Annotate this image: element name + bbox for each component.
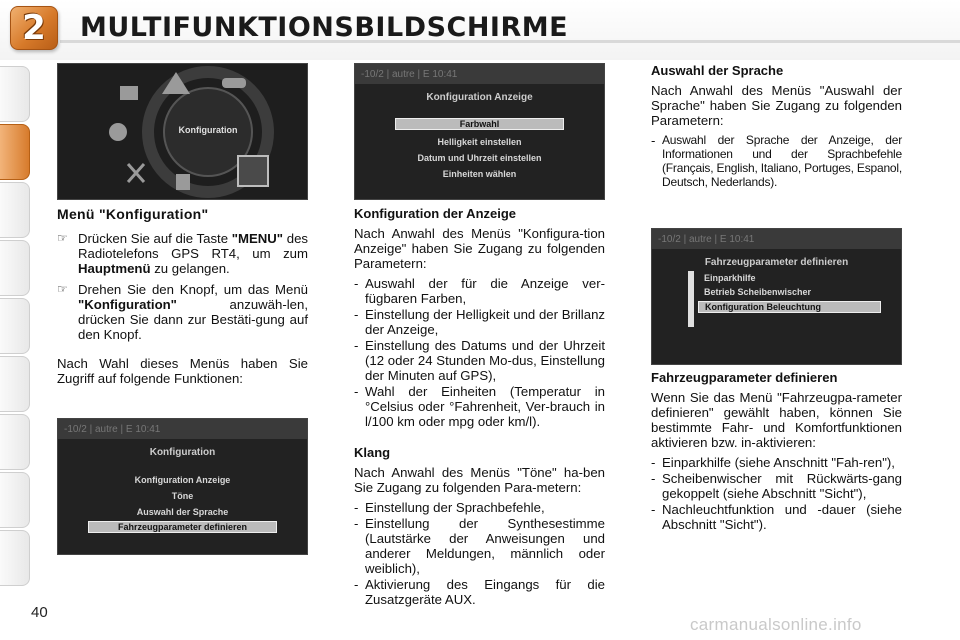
chapter-tab[interactable] [0, 414, 30, 470]
menu-item-selected[interactable]: Konfiguration Beleuchtung [698, 301, 881, 313]
watermark: carmanualsonline.info [690, 615, 862, 634]
phone-icon [176, 174, 190, 190]
chapter-tabs [0, 66, 32, 576]
section-heading: Fahrzeugparameter definieren [651, 370, 838, 385]
list-item: - Einparkhilfe (siehe Anschnitt "Fah-ren"), [651, 455, 895, 470]
section-heading: Auswahl der Sprache [651, 63, 784, 78]
menu-item[interactable]: Datum und Uhrzeit einstellen [417, 153, 542, 163]
column-3-top [651, 63, 902, 190]
radio-icon [120, 86, 138, 100]
chapter-tab[interactable] [0, 298, 30, 354]
vehicle-params-screenshot [651, 228, 902, 365]
list-item: - Auswahl der Sprache der Anzeige, der Informationen und der Sprachbefehle (Français, English, Italiano, Portuges, Espanol, Deutsch, Nederlands). [651, 133, 902, 189]
column-2 [354, 206, 605, 608]
list-item: - Einstellung des Datums und der Uhrzeit (12 oder 24 Stunden Mo-dus, Einstellung der Minuten auf GPS), [354, 338, 605, 383]
status-bar: -10/2 | autre | E 10:41 [355, 64, 604, 84]
page-title: MULTIFUNKTIONSBILDSCHIRME [80, 12, 569, 43]
config-display-screenshot [354, 63, 605, 200]
instruction-bullet [57, 231, 308, 276]
menu-item[interactable]: Betrieb Scheibenwischer [704, 287, 812, 297]
menu-item[interactable]: Einheiten wählen [442, 169, 517, 179]
scroll-indicator [688, 271, 694, 327]
screen-title: Konfiguration [149, 447, 216, 458]
column-3-bottom [651, 370, 902, 533]
chapter-tab[interactable] [0, 182, 30, 238]
menu-item-selected[interactable]: Fahrzeugparameter definieren [88, 521, 277, 533]
chapter-number: 2 [22, 8, 46, 48]
pointing-hand-icon: ☞ [57, 282, 68, 296]
chapter-tab[interactable] [0, 66, 30, 122]
screen-title: Fahrzeugparameter definieren [704, 257, 849, 268]
bullet-text: Drücken Sie auf die Taste "MENU" des Radiotelefons GPS RT4, um zum Hauptmenü zu gelangen. [78, 231, 308, 276]
paragraph: Nach Anwahl des Menüs "Töne" ha-ben Sie Zugang zu folgenden Para-metern: [354, 465, 605, 495]
instruction-bullet [57, 282, 308, 342]
section-heading: Menü "Konfiguration" [57, 206, 209, 222]
list-item: - Einstellung der Synthesestimme (Lautstärke der Anweisungen und anderer Meldungen, männlich oder weiblich), [354, 516, 605, 576]
menu-item[interactable]: Konfiguration Anzeige [134, 475, 231, 485]
config-icon-selected [238, 156, 268, 186]
paragraph: Nach Anwahl des Menüs "Konfigura-tion Anzeige" haben Sie Zugang zu folgenden Parametern: [354, 226, 605, 271]
pointing-hand-icon: ☞ [57, 231, 68, 245]
list-item: - Scheibenwischer mit Rückwärts-gang gekoppelt (siehe Abschnitt "Sicht"), [651, 471, 902, 501]
menu-item[interactable]: Einparkhilfe [704, 273, 756, 283]
menu-item[interactable]: Töne [171, 491, 194, 501]
chapter-tab-active[interactable] [0, 124, 30, 180]
menu-item[interactable]: Helligkeit einstellen [437, 137, 522, 147]
chapter-tab[interactable] [0, 356, 30, 412]
section-heading: Klang [354, 445, 391, 460]
list-item: - Einstellung der Sprachbefehle, [354, 500, 545, 515]
main-menu-screenshot [57, 63, 308, 200]
chapter-tab[interactable] [0, 240, 30, 296]
page-number: 40 [31, 604, 48, 621]
bullet-text: Drehen Sie den Knopf, um das Menü "Konfiguration" anzuwäh-len, drücken Sie dann zur Bestäti-gung auf den Knopf. [78, 282, 308, 342]
chapter-badge [10, 6, 58, 50]
chapter-tab[interactable] [0, 472, 30, 528]
paragraph: Nach Wahl dieses Menüs haben Sie Zugriff auf folgende Funktionen: [57, 356, 308, 386]
section-heading: Konfiguration der Anzeige [354, 206, 517, 221]
config-main-screenshot [57, 418, 308, 555]
list-item: - Wahl der Einheiten (Temperatur in °Celsius oder °Fahrenheit, Ver-brauch in l/100 km oder mpg oder km/l). [354, 384, 605, 429]
car-icon [222, 78, 246, 88]
wheel-center-label: Konfiguration [178, 125, 238, 135]
paragraph: Nach Anwahl des Menüs "Auswahl der Sprache" haben Sie Zugang zu folgenden Parametern: [651, 83, 902, 128]
menu-item[interactable]: Auswahl der Sprache [136, 507, 229, 517]
column-1 [57, 207, 308, 391]
list-item: - Aktivierung des Eingangs für die Zusatzgeräte AUX. [354, 577, 605, 607]
status-bar: -10/2 | autre | E 10:41 [652, 229, 901, 249]
status-bar: -10/2 | autre | E 10:41 [58, 419, 307, 439]
chapter-tab[interactable] [0, 530, 30, 586]
menu-item-selected[interactable]: Farbwahl [395, 118, 564, 130]
list-item: - Einstellung der Helligkeit und der Brillanz der Anzeige, [354, 307, 605, 337]
list-item: - Auswahl der für die Anzeige ver-fügbaren Farben, [354, 276, 605, 306]
screen-title: Konfiguration Anzeige [426, 92, 533, 103]
navigation-icon [109, 123, 127, 141]
paragraph: Wenn Sie das Menü "Fahrzeugpa-rameter definieren" gewählt haben, können Sie bestimmte Fahr- und Komfortfunktionen aktivieren bzw. in-aktivieren: [651, 390, 902, 450]
list-item: - Nachleuchtfunktion und -dauer (siehe Abschnitt "Sicht"). [651, 502, 902, 532]
